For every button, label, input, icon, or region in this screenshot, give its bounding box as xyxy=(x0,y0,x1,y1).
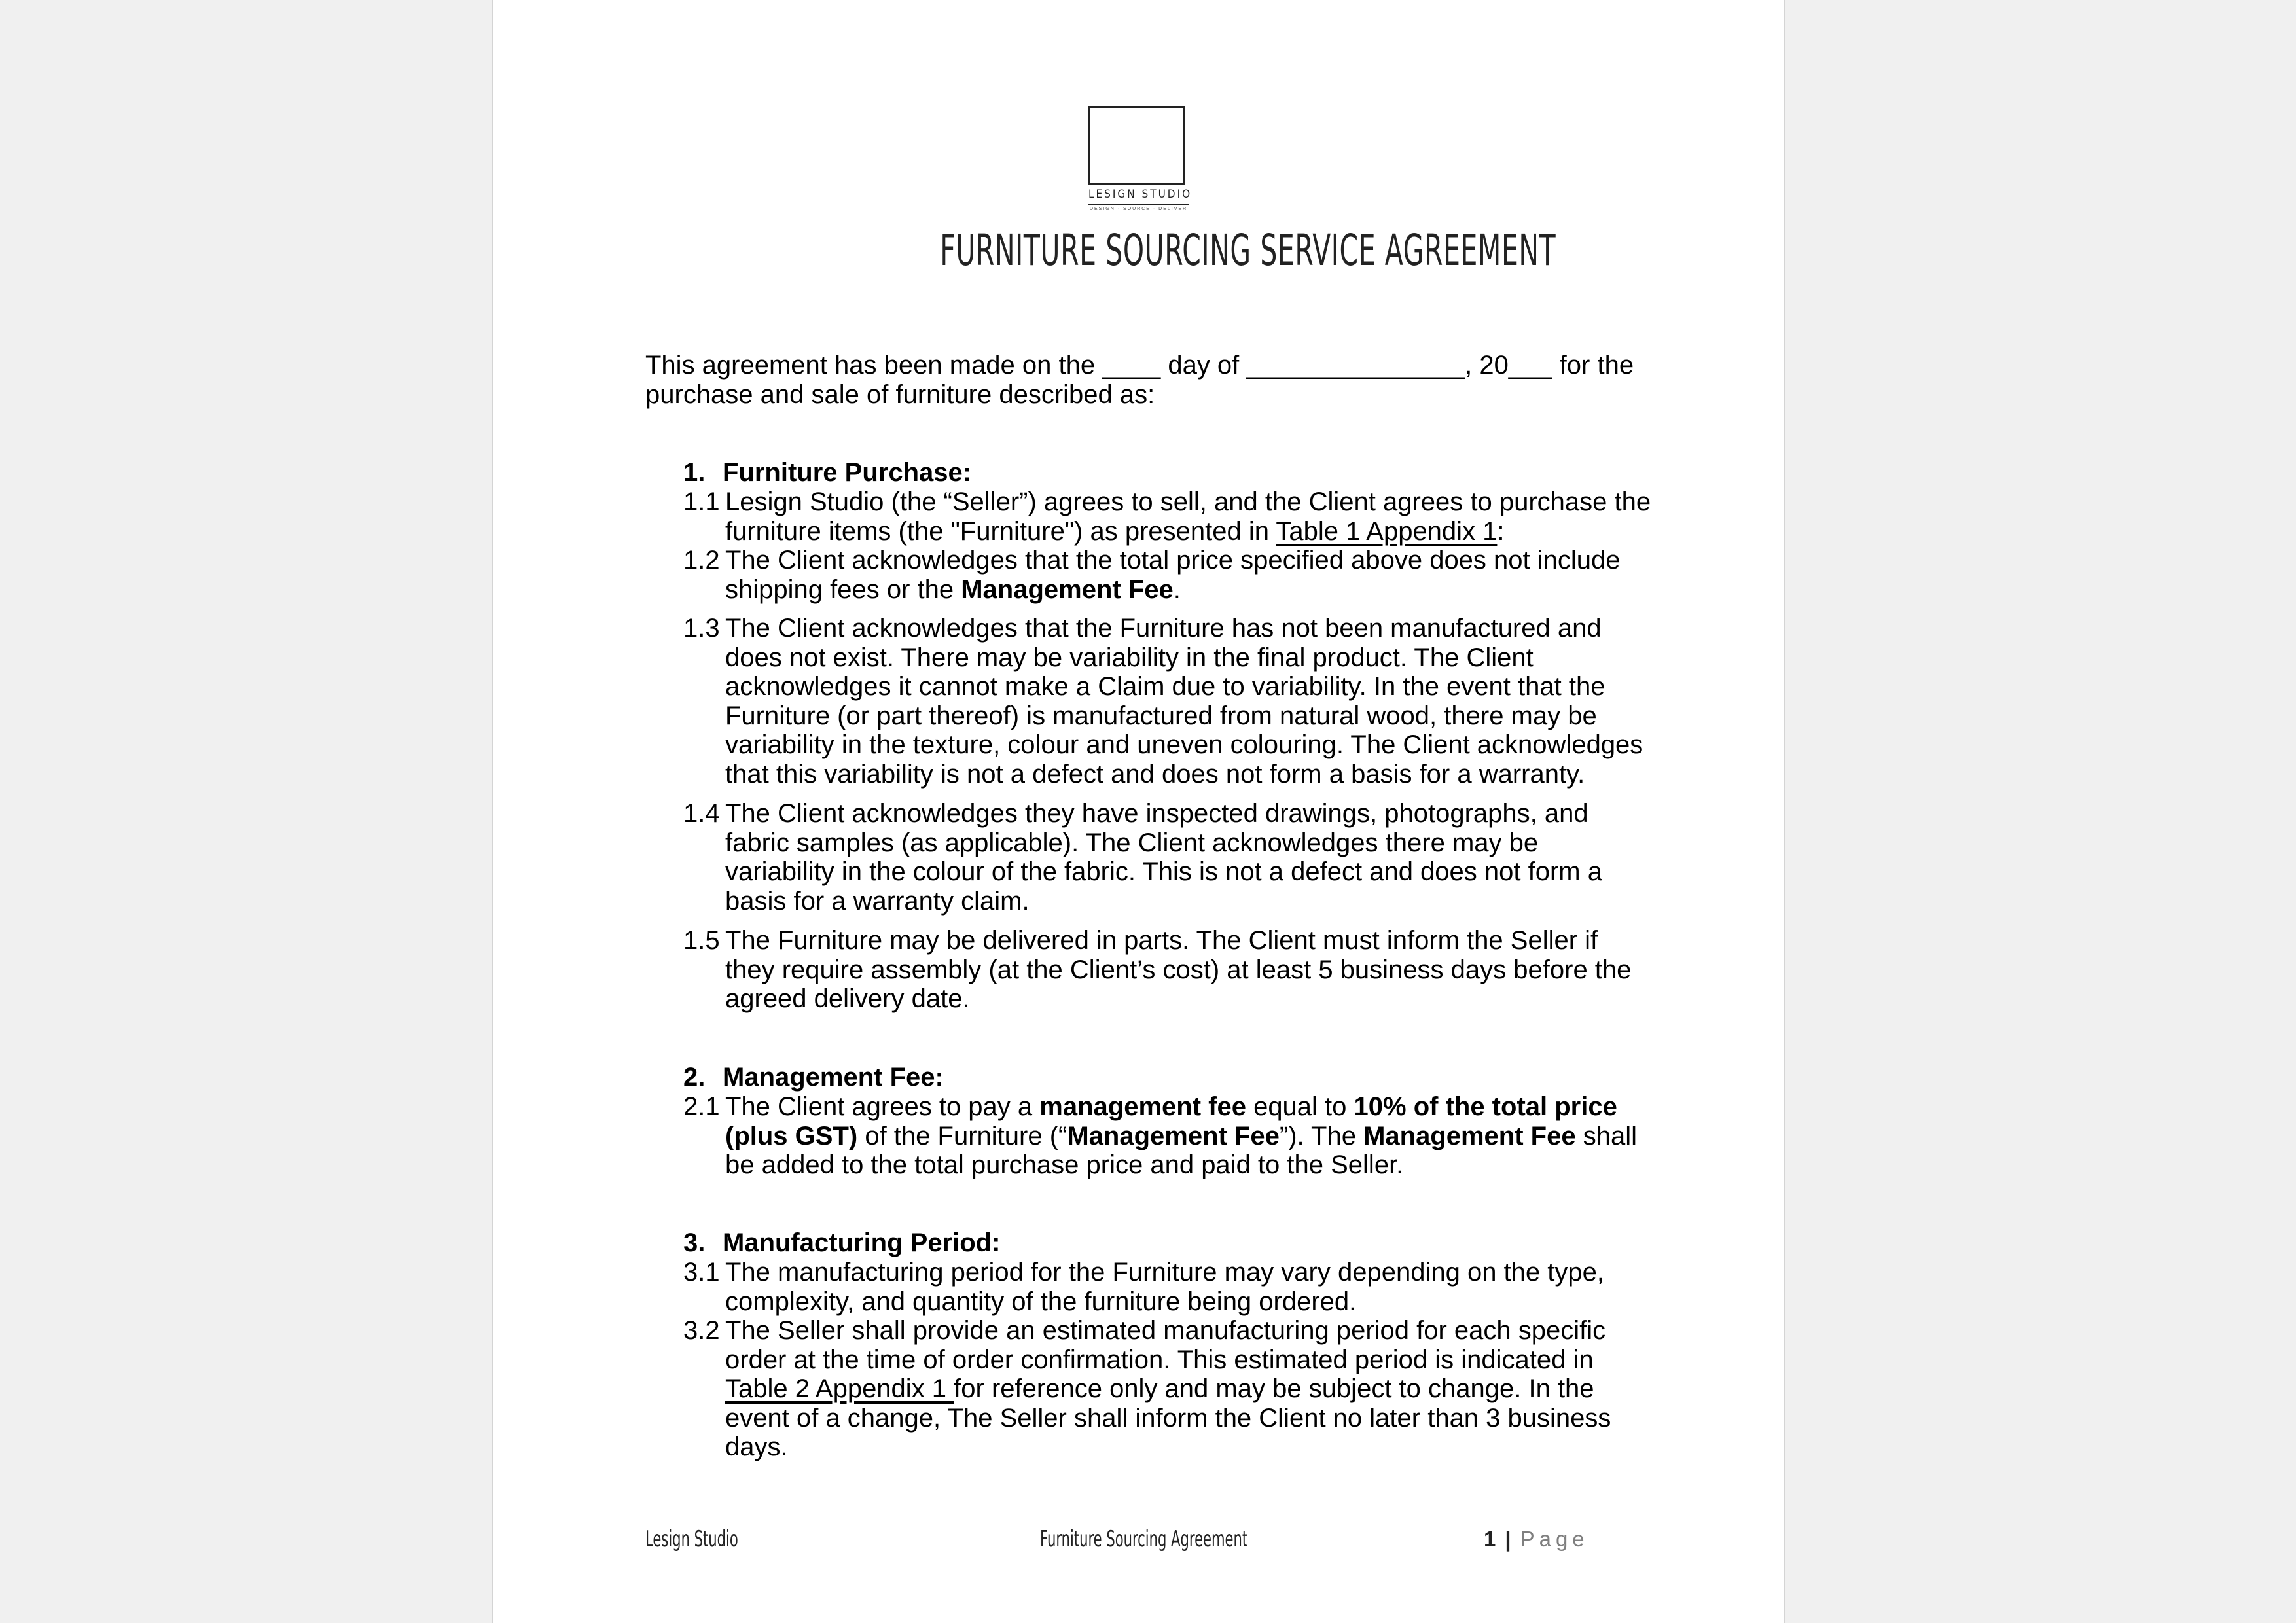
page-number xyxy=(1484,1525,1589,1554)
clause-1-4 xyxy=(683,799,1652,916)
section-number: 3. xyxy=(683,1228,706,1257)
clause-text: The Client agrees to pay a xyxy=(725,1092,1040,1121)
page-label: Page xyxy=(1520,1527,1589,1551)
section-heading-management-fee xyxy=(683,1063,944,1092)
bold-term: 10% of the total price (plus GST) xyxy=(725,1092,1617,1150)
clause-text: The Client acknowledges that the Furniture has not been manufactured and does not exist. There may be variability in the final product. The Client acknowledges it cannot make a Claim due to variability. In the event that the Furniture (or part thereof) is manufactured from natural wood, there may be variability in the texture, colour and uneven colouring. The Client acknowledges that this variability is not a defect and does not form a basis for a warranty. xyxy=(725,614,1643,789)
clause-number: 3.1 xyxy=(683,1258,720,1287)
document-title: FURNITURE SOURCING SERVICE AGREEMENT xyxy=(940,225,1556,276)
company-logo xyxy=(1088,105,1193,216)
clause-number: 1.5 xyxy=(683,926,720,955)
clause-1-1 xyxy=(683,488,1652,546)
clause-text: The Seller shall provide an estimated manufacturing period for each specific order at the time of order confirmation. This estimated period is indicated in xyxy=(725,1316,1606,1374)
clause-2-1 xyxy=(683,1092,1652,1180)
logo-name: LESIGN STUDIO xyxy=(1088,188,1193,201)
clause-text: equal to xyxy=(1246,1092,1354,1121)
clause-text: The manufacturing period for the Furniture may vary depending on the type, complexity, and quantity of the furniture being ordered. xyxy=(725,1258,1604,1316)
clause-number: 1.4 xyxy=(683,799,720,828)
clause-1-5 xyxy=(683,926,1652,1014)
clause-text-end: . xyxy=(1173,575,1181,604)
bold-term: Management Fee xyxy=(1067,1121,1280,1150)
clause-number: 1.2 xyxy=(683,546,720,575)
bold-term: Management Fee xyxy=(1363,1121,1576,1150)
clause-3-2 xyxy=(683,1316,1652,1462)
logo-tagline: DESIGN · SOURCE · DELIVER xyxy=(1089,207,1188,211)
clause-1-2 xyxy=(683,546,1652,604)
footer-center: Furniture Sourcing Agreement xyxy=(1040,1526,1248,1552)
intro-line-1: This agreement has been made on the ____ day of _______________, 20___ for the xyxy=(645,351,1634,380)
table-2-appendix-link[interactable]: Table 2 Appendix 1 xyxy=(725,1374,954,1403)
clause-text: ”). The xyxy=(1279,1121,1364,1150)
clause-text: The Client acknowledges they have inspected drawings, photographs, and fabric samples (as applicable). The Client acknowledges there may be variability in the colour of the fabric. This is not a defect and does not form a basis for a warranty claim. xyxy=(725,799,1602,916)
section-number: 2. xyxy=(683,1063,706,1092)
page-number-value: 1 xyxy=(1484,1527,1496,1551)
page-separator: | xyxy=(1505,1527,1511,1551)
clause-number: 1.1 xyxy=(683,488,720,516)
clause-text: shall be added to the total purchase price and paid to the Seller. xyxy=(725,1121,1637,1179)
intro-line-2: purchase and sale of furniture described as: xyxy=(645,380,1155,409)
section-number: 1. xyxy=(683,458,706,487)
section-title: Furniture Purchase: xyxy=(723,458,972,487)
section-heading-manufacturing-period xyxy=(683,1228,1000,1258)
clause-1-3 xyxy=(683,614,1652,789)
clause-number: 3.2 xyxy=(683,1316,720,1345)
clause-3-1 xyxy=(683,1258,1652,1316)
section-title: Management Fee: xyxy=(723,1063,944,1092)
clause-text: The Furniture may be delivered in parts. The Client must inform the Seller if they require assembly (at the Client’s cost) at least 5 business days before the agreed delivery date. xyxy=(725,926,1632,1013)
section-title: Manufacturing Period: xyxy=(723,1228,1001,1257)
intro-paragraph xyxy=(645,351,1679,409)
clause-text: The Client acknowledges that the total price specified above does not include shipping fees or the xyxy=(725,546,1621,604)
footer-left: Lesign Studio xyxy=(645,1526,738,1552)
clause-text: of the Furniture (“ xyxy=(857,1121,1067,1150)
section-heading-furniture-purchase xyxy=(683,458,971,488)
clause-text-end: for reference only and may be subject to change. In the event of a change, The Seller shall inform the Client no later than 3 business days. xyxy=(725,1374,1611,1461)
clause-number: 1.3 xyxy=(683,614,720,643)
clause-number: 2.1 xyxy=(683,1092,720,1121)
table-1-appendix-link[interactable]: Table 1 Appendix 1 xyxy=(1276,516,1498,546)
logo-square xyxy=(1088,106,1185,185)
clause-text: Lesign Studio (the “Seller”) agrees to sell, and the Client agrees to purchase the furniture items (the "Furniture") as presented in xyxy=(725,488,1651,546)
logo-underline xyxy=(1088,204,1189,205)
management-fee-term: Management Fee xyxy=(961,575,1174,604)
clause-text-end: : xyxy=(1497,516,1505,546)
bold-term: management fee xyxy=(1039,1092,1246,1121)
